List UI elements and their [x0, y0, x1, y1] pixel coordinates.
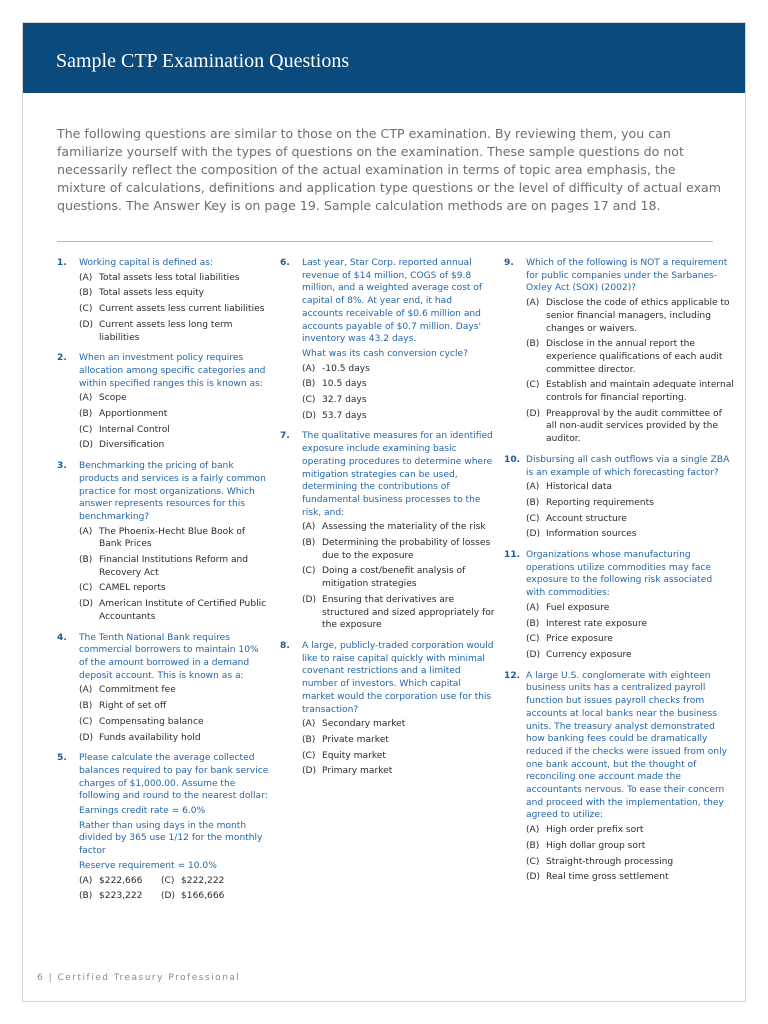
- question-text: The Tenth National Bank requires commercial borrowers to maintain 10% of the amount borrowed in a demand deposit account. This is known as a:: [79, 632, 259, 681]
- option-label: (B): [526, 840, 540, 851]
- question-number: 5.: [57, 753, 67, 764]
- option-text: Scope: [99, 393, 127, 404]
- option-text: American Institute of Certified Public Accountants: [99, 599, 267, 622]
- option-text: Real time gross settlement: [546, 872, 669, 883]
- option-text: Secondary market: [322, 719, 406, 730]
- question-6: [280, 257, 495, 422]
- option-label: (C): [79, 716, 93, 727]
- option-label: (A): [526, 298, 540, 309]
- option-label: (B): [79, 555, 93, 566]
- option: [526, 602, 734, 615]
- option: [302, 521, 495, 534]
- option: [79, 408, 269, 421]
- option: [79, 272, 269, 285]
- option-label: (D): [79, 440, 94, 451]
- option-text: 53.7 days: [322, 410, 367, 421]
- question-11: [504, 549, 734, 662]
- option-label: (A): [302, 719, 316, 730]
- option-text: Disclose the code of ethics applicable to senior financial managers, including changes or waivers.: [546, 298, 730, 334]
- option: [79, 319, 269, 344]
- option-label: (A): [526, 825, 540, 836]
- question-number: 1.: [57, 258, 67, 268]
- option: [79, 716, 269, 729]
- option: [79, 439, 269, 452]
- question-prompt: What was its cash conversion cycle?: [302, 348, 468, 359]
- option-text: Fuel exposure: [546, 602, 610, 613]
- option-text: Disclose in the annual report the experience qualifications of each audit committee director.: [546, 339, 723, 375]
- question-text: Organizations whose manufacturing operations utilize commodities may face exposure to the following risk associated with commodities:: [526, 550, 713, 599]
- option-label: (A): [526, 482, 540, 493]
- option: [526, 513, 734, 526]
- option-label: (B): [526, 497, 540, 508]
- option: [161, 890, 261, 903]
- option-label: (B): [79, 701, 93, 712]
- option-text: Compensating balance: [99, 716, 204, 727]
- option-text: Straight-through processing: [546, 856, 674, 867]
- question-5: [57, 752, 269, 903]
- question-text: Please calculate the average collected balances required to pay for bank service charges of $1,000.00. Assume the following and round to the nearest dollar:: [79, 753, 269, 802]
- question-9: [504, 257, 734, 446]
- question-assumption: Rather than using days in the month divided by 365 use 1/12 for the monthly factor: [79, 820, 263, 857]
- question-3: [57, 460, 269, 623]
- column-3: [504, 257, 734, 892]
- option-text: Assessing the materiality of the risk: [322, 522, 486, 533]
- option-text: Funds availability hold: [99, 732, 201, 743]
- option-text: Equity market: [322, 750, 386, 761]
- intro-paragraph: The following questions are similar to those on the CTP examination. By reviewing them, you can familiarize yourself with the types of questions on the examination. These sample questions do not necessarily reflect the composition of the actual examination in terms of topic area emphasis, the mixture of calculations, definitions and application type questions or the level of difficulty of actual exam questions. The Answer Key is on page 19. Sample calculation methods are on pages 17 and 18.: [57, 126, 722, 213]
- option-label: (A): [79, 272, 93, 283]
- question-1: [57, 257, 269, 344]
- option-text: Currency exposure: [546, 649, 632, 660]
- option: [79, 424, 269, 437]
- option-text: Establish and maintain adequate internal controls for financial reporting.: [546, 380, 734, 404]
- option-text: Preapproval by the audit committee of all non-audit services provided by the auditor.: [546, 408, 722, 445]
- question-number: 6.: [280, 258, 290, 268]
- question-text: A large U.S. conglomerate with eighteen business units has a centralized payroll function but issues payroll checks from accounts at local banks near the business units. The treasury analyst demonstrated how banking fees could be dramatically reduced if the checks were issued from only one bank account, but the thought of reconciling one account made the accountants nervous. To ease their concern and proceed with the implementation, they agreed to utilize:: [526, 670, 727, 821]
- option-text: Information sources: [546, 529, 637, 540]
- question-text: Benchmarking the pricing of bank products and services is a fairly common practice for most organizations. Which answer represents resources for this benchmarking?: [79, 461, 266, 522]
- page-footer: 6 | Certified Treasury Professional: [37, 973, 241, 983]
- option-text: Right of set off: [99, 701, 167, 712]
- option: [161, 875, 261, 888]
- question-2: [57, 352, 269, 452]
- option: [79, 700, 269, 713]
- option-label: (D): [79, 319, 94, 330]
- option-text: 10.5 days: [322, 379, 367, 390]
- option-label: (D): [79, 599, 94, 610]
- option: [526, 528, 734, 541]
- option-text: Current assets less long term liabilities: [99, 319, 233, 343]
- option: [526, 497, 734, 510]
- option-label: (C): [302, 566, 316, 577]
- question-number: 2.: [57, 353, 67, 364]
- option-label: (B): [302, 538, 316, 549]
- option-text: $222,222: [181, 875, 225, 886]
- option-text: Total assets less total liabilities: [99, 272, 240, 283]
- option: [79, 684, 269, 697]
- option: [302, 537, 495, 562]
- question-text: Which of the following is NOT a requirement for public companies under the Sarbanes-Oxley Act (SOX) (2002)?: [526, 258, 728, 294]
- option: [79, 582, 269, 595]
- option: [79, 875, 161, 888]
- column-2: [280, 257, 495, 786]
- option-label: (A): [302, 522, 316, 533]
- option: [302, 394, 495, 407]
- question-assumption: Earnings credit rate = 6.0%: [79, 806, 206, 817]
- option-text: Primary market: [322, 766, 393, 777]
- option-text: High dollar group sort: [546, 840, 646, 851]
- option-label: (C): [161, 875, 175, 886]
- question-assumption: Reserve requirement = 10.0%: [79, 860, 217, 871]
- option-text: $166,666: [181, 891, 225, 902]
- option: [526, 338, 734, 376]
- option: [526, 871, 734, 884]
- option-text: Reporting requirements: [546, 497, 654, 508]
- option-text: Current assets less current liabilities: [99, 304, 265, 315]
- option-label: (A): [526, 602, 540, 613]
- question-number: 9.: [504, 258, 514, 268]
- option-text: Internal Control: [99, 424, 170, 435]
- option: [302, 718, 495, 731]
- option-text: $222,666: [99, 875, 143, 886]
- question-text: Working capital is defined as:: [79, 258, 214, 268]
- column-1: [57, 257, 269, 911]
- option-text: Total assets less equity: [99, 288, 205, 299]
- option-text: Doing a cost/benefit analysis of mitigation strategies: [322, 566, 466, 590]
- option-text: $223,222: [99, 891, 143, 902]
- option-label: (D): [302, 410, 317, 421]
- option: [302, 363, 495, 376]
- option-label: (B): [79, 891, 93, 902]
- option: [79, 526, 269, 551]
- question-number: 8.: [280, 640, 290, 651]
- option-text: Determining the probability of losses due to the exposure: [322, 538, 491, 561]
- option-label: (A): [79, 393, 93, 404]
- option-label: (B): [526, 339, 540, 350]
- question-7: [280, 430, 495, 632]
- option-label: (D): [526, 872, 541, 883]
- option-label: (C): [526, 634, 540, 645]
- option-text: Historical data: [546, 482, 612, 493]
- option-label: (C): [526, 513, 540, 524]
- option-text: Diversification: [99, 440, 165, 451]
- header-band: [23, 23, 746, 93]
- option-label: (D): [79, 732, 94, 743]
- question-8: [280, 640, 495, 778]
- option: [302, 378, 495, 391]
- option-text: Private market: [322, 734, 389, 745]
- option-label: (A): [302, 363, 316, 374]
- option-label: (C): [79, 424, 93, 435]
- option-text: Financial Institutions Reform and Recovery Act: [99, 555, 249, 578]
- option-label: (A): [79, 685, 93, 696]
- option-label: (C): [526, 856, 540, 867]
- option-label: (C): [302, 395, 316, 406]
- option-label: (D): [526, 649, 541, 660]
- option-label: (D): [302, 594, 317, 605]
- option: [526, 618, 734, 631]
- option-label: (A): [79, 875, 93, 886]
- option-label: (C): [79, 583, 93, 594]
- question-text: Disbursing all cash outflows via a single ZBA is an example of which forecasting factor?: [526, 454, 730, 478]
- question-10: [504, 454, 734, 541]
- option-label: (A): [79, 526, 93, 537]
- option-label: (D): [302, 766, 317, 777]
- option: [526, 481, 734, 494]
- option-label: (B): [79, 288, 93, 299]
- option-label: (C): [79, 304, 93, 315]
- option-text: Commitment fee: [99, 685, 176, 696]
- divider: [57, 241, 713, 242]
- question-12: [504, 670, 734, 884]
- question-text: The qualitative measures for an identified exposure include examining basic operating procedures to determine where mitigation strategies can be used, determining the contributions of fundamental business processes to the risk, and:: [302, 431, 493, 518]
- option: [302, 565, 495, 590]
- option: [302, 594, 495, 632]
- option-label: (B): [526, 618, 540, 629]
- option-text: The Phoenix-Hecht Blue Book of Bank Prices: [99, 526, 246, 550]
- option-text: 32.7 days: [322, 395, 367, 406]
- option: [526, 649, 734, 662]
- option: [79, 732, 269, 745]
- option-text: High order prefix sort: [546, 825, 644, 836]
- option: [79, 598, 269, 623]
- option-label: (C): [526, 380, 540, 391]
- question-number: 4.: [57, 632, 67, 643]
- option-text: Price exposure: [546, 634, 613, 645]
- option: [79, 554, 269, 579]
- option-label: (B): [79, 409, 93, 420]
- question-text: When an investment policy requires allocation among specific categories and within specified ranges this is known as:: [79, 353, 266, 389]
- option: [526, 824, 734, 837]
- option: [302, 765, 495, 778]
- option-label: (D): [161, 891, 176, 902]
- option-text: Account structure: [546, 513, 627, 524]
- option: [526, 408, 734, 446]
- question-4: [57, 632, 269, 745]
- question-text: Last year, Star Corp. reported annual revenue of $14 million, COGS of $9.8 million, and a weighted average cost of capital of 8%. At year end, it had accounts receivable of $0.6 million and accounts payable of $0.7 million. Days' inventory was 43.2 days.: [302, 258, 483, 345]
- option: [526, 379, 734, 404]
- page: [22, 22, 746, 1002]
- option: [302, 410, 495, 423]
- option-text: -10.5 days: [322, 363, 370, 374]
- option: [79, 890, 161, 903]
- option: [526, 297, 734, 335]
- question-number: 11.: [504, 550, 521, 561]
- question-text: A large, publicly-traded corporation would like to raise capital quickly with minimal covenant restrictions and a limited number of investors. Which capital market would the corporation use for this transaction?: [302, 640, 494, 715]
- option: [526, 633, 734, 646]
- option-text: Ensuring that derivatives are structured and sized appropriately for the exposure: [322, 594, 495, 631]
- option-label: (B): [302, 379, 316, 390]
- page-title: Sample CTP Examination Questions: [56, 50, 350, 72]
- option: [302, 734, 495, 747]
- option: [79, 287, 269, 300]
- option-label: (C): [302, 750, 316, 761]
- option-label: (B): [302, 734, 316, 745]
- option: [526, 840, 734, 853]
- option: [79, 392, 269, 405]
- option-text: Interest rate exposure: [546, 618, 648, 629]
- option: [302, 750, 495, 763]
- option-label: (D): [526, 529, 541, 540]
- question-number: 3.: [57, 461, 67, 472]
- option-text: Apportionment: [99, 409, 168, 420]
- option-label: (D): [526, 408, 541, 419]
- option: [79, 303, 269, 316]
- question-number: 10.: [504, 454, 521, 465]
- option-text: CAMEL reports: [99, 583, 166, 594]
- option: [526, 856, 734, 869]
- question-number: 7.: [280, 431, 290, 442]
- question-number: 12.: [504, 670, 521, 681]
